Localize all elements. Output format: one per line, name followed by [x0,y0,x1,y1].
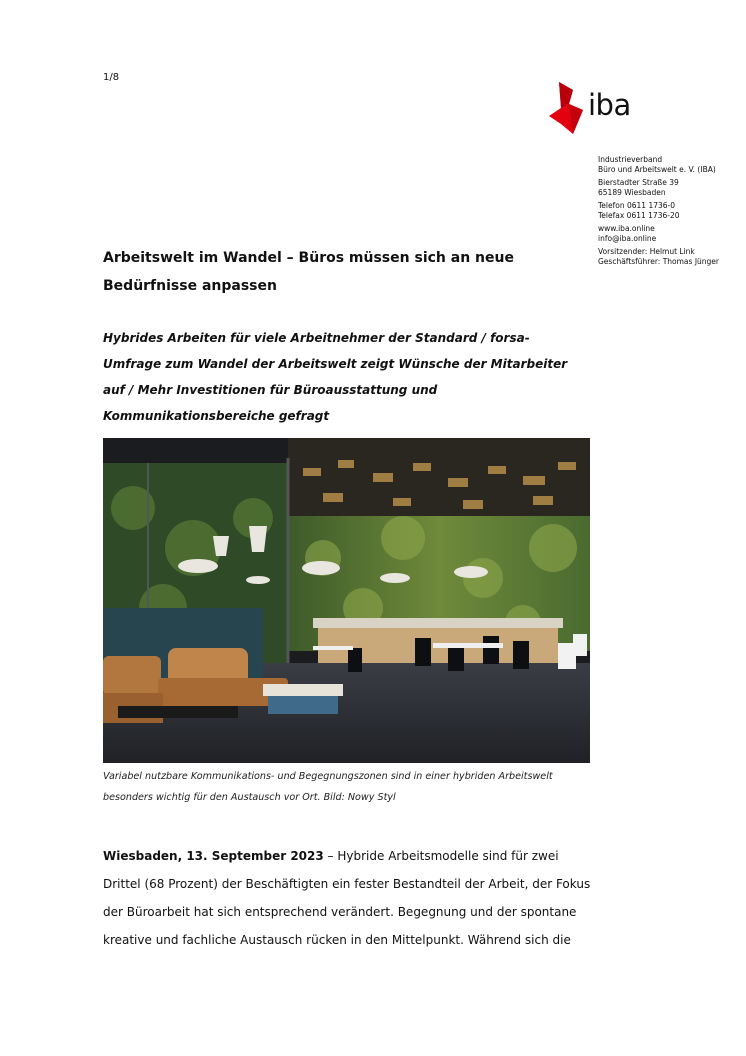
body-text: – Hybride Arbeitsmodelle sind für zwei Drittel (68 Prozent) der Beschäftigten ein fester Bestandteil der Arbeit, der Fokus der Büroarbeit hat sich entsprechend verändert. Begegnung und der spontane kreative und fachliche Austausch rücken in den Mittelpunkt. Während sich die [103,849,591,947]
headline: Arbeitswelt im Wandel – Büros müssen sich an neue Bedürfnisse anpassen [103,250,514,294]
fax: Telefax 0611 1736-20 [598,211,680,220]
website-link[interactable]: www.iba.online [598,224,655,233]
email-link[interactable]: info@iba.online [598,234,657,243]
street: Bierstadter Straße 39 [598,178,679,187]
org-line: Büro und Arbeitswelt e. V. (IBA) [598,165,716,174]
sender-address [598,155,738,270]
body-paragraph [103,842,593,954]
image-caption: Variabel nutzbare Kommunikations- und Begegnungszonen sind in einer hybriden Arbeitswelt besonders wichtig für den Austausch vor Ort. Bild: Nowy Styl [103,771,553,803]
chairman: Vorsitzender: Helmut Link [598,247,695,256]
dateline: Wiesbaden, 13. September 2023 [103,849,324,863]
phone: Telefon 0611 1736-0 [598,201,676,210]
page-number: 1/8 [103,72,120,83]
office-lounge-photo [103,438,590,763]
logo-wordmark: iba [588,88,631,122]
city: 65189 Wiesbaden [598,188,666,197]
org-line: Industrieverband [598,155,663,164]
managing-director: Geschäftsführer: Thomas Jünger [598,257,719,266]
subheadline: Hybrides Arbeiten für viele Arbeitnehmer der Standard / forsa-Umfrage zum Wandel der Arbeitswelt zeigt Wünsche der Mitarbeiter auf / Mehr Investitionen für Büroausstattung und Kommunikationsbereiche gefragt [103,331,568,423]
